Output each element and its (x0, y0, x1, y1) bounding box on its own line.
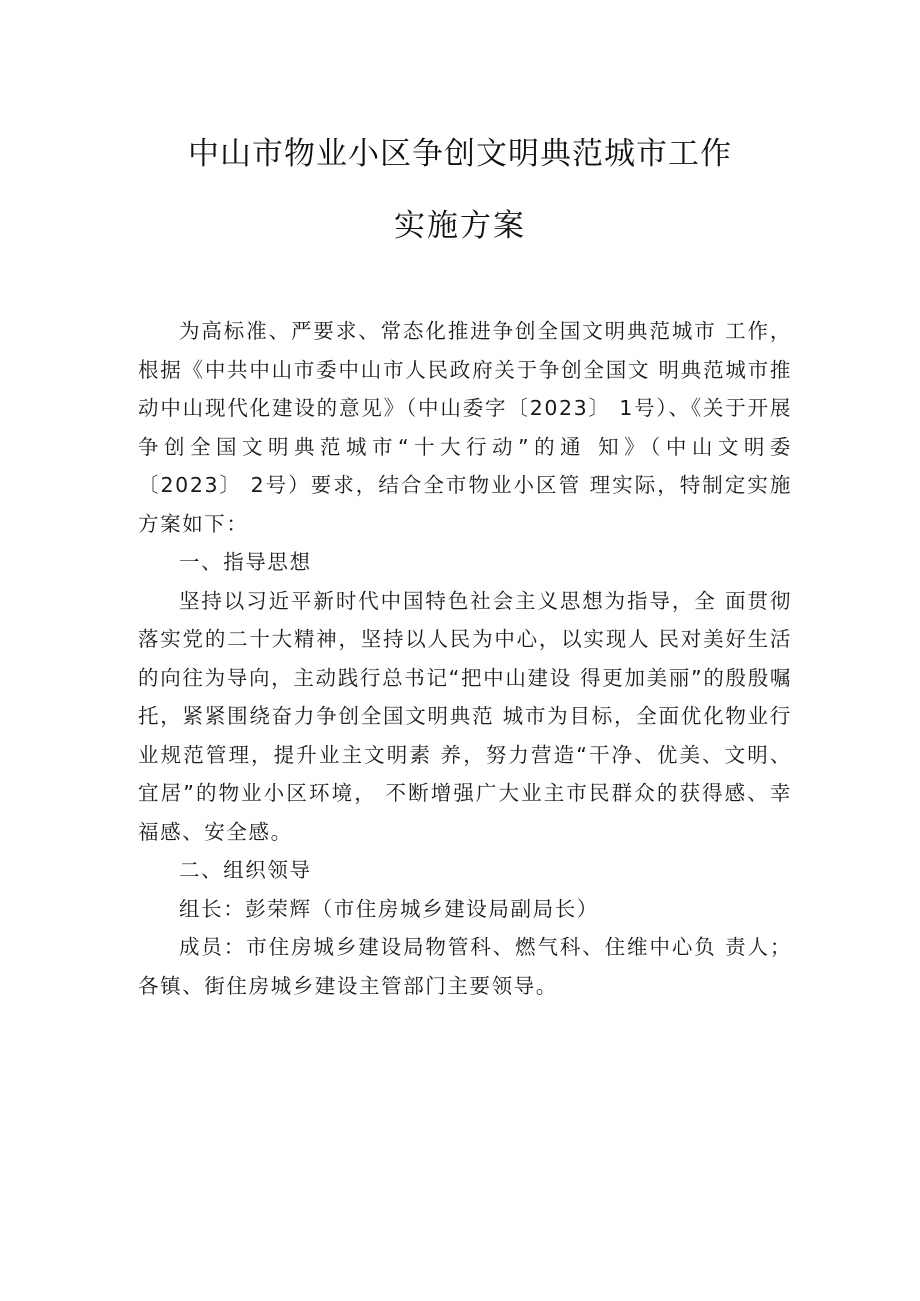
leader-paragraph: 组长：彭荣辉（市住房城乡建设局副局长） (179, 896, 599, 921)
intro-paragraph: 为高标准、严要求、常态化推进争创全国文明典范城市 工作，根据《中共中山市委中山市人民政府关于争创全国文 明典范城市推动中山现代化建设的意见》（中山委字〔2023〕 1号）、《关于开展争创全国文明典范城市“十大行动”的通 知》（中山文明委〔2023〕 2号）要求，结合全市物业小区管 理实际，特制定实施方案如下： (138, 319, 792, 536)
document-title-line1: 中山市物业小区争创文明典范城市工作 (188, 136, 732, 172)
guiding-ideology-paragraph: 坚持以习近平新时代中国特色社会主义思想为指导，全 面贯彻落实党的二十大精神，坚持以人民为中心，以实现人 民对美好生活的向往为导向，主动践行总书记“把中山建设 得更加美丽”的殷殷嘱托，紧紧围绕奋力争创全国文明典范 城市为目标，全面优化物业行业规范管理，提升业主文明素 养，努力营造“干净、优美、文明、宜居”的物业小区环境， 不断增强广大业主市民群众的获得感、幸福感、安全感。 (138, 588, 792, 844)
section-heading-guiding-ideology: 一、指导思想 (179, 550, 312, 574)
document-body (138, 312, 792, 1005)
document-title-line2: 实施方案 (394, 208, 526, 244)
section-heading-organization: 二、组织领导 (179, 858, 312, 882)
members-paragraph: 成员：市住房城乡建设局物管科、燃气科、住维中心负 责人；各镇、街住房城乡建设主管部门主要领导。 (138, 935, 792, 998)
